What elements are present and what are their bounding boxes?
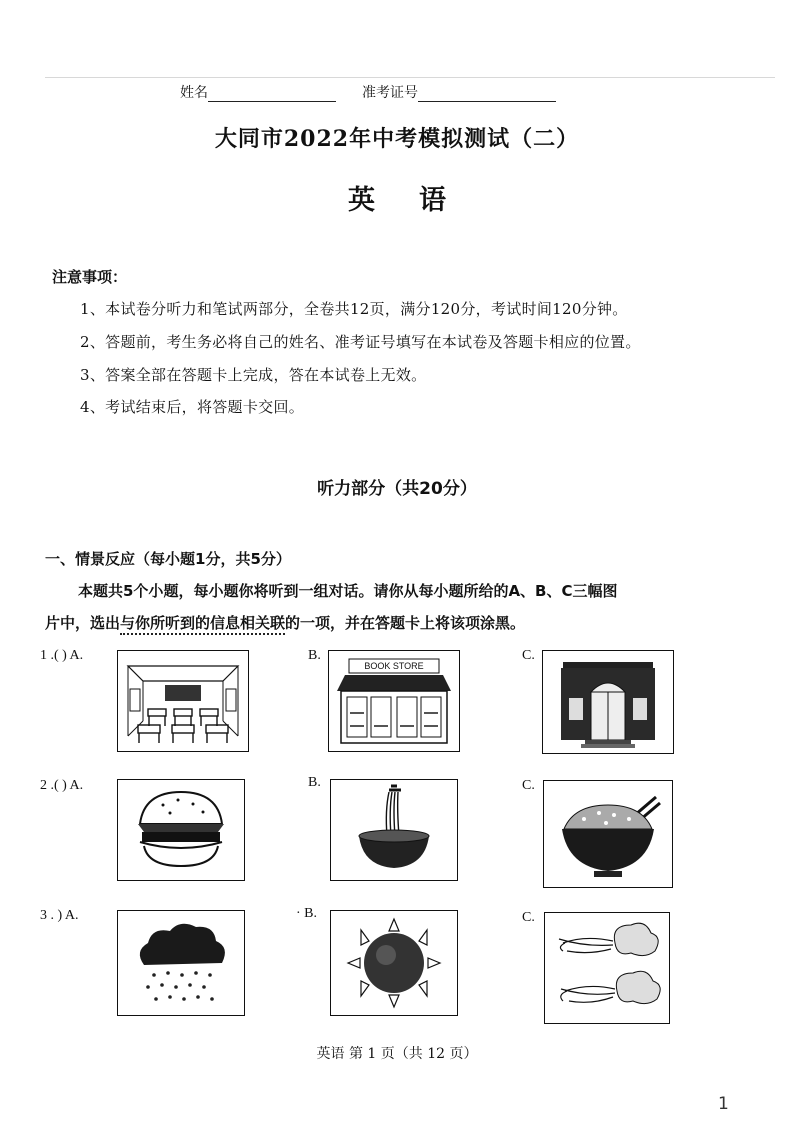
- exam-id-label: 准考证号: [362, 85, 418, 101]
- listening-section-title: 听力部分（共20分）: [317, 479, 477, 499]
- q2-option-b-label: B.: [308, 775, 321, 790]
- subject-char-2: 语: [419, 185, 446, 216]
- note-item-4: 4、考试结束后，将答题卡交回。: [80, 398, 305, 416]
- q3-option-b[interactable]: [330, 910, 458, 1016]
- part1-heading: 一、情景反应（每小题1分，共5分）: [45, 550, 291, 568]
- instruction-text: 片中，选出: [45, 614, 121, 632]
- q3-option-a[interactable]: [117, 910, 245, 1016]
- rain-cloud-icon: [118, 911, 244, 1015]
- notes-heading: 注意事项：: [52, 268, 128, 286]
- q1-option-b[interactable]: [328, 650, 460, 752]
- note-item-1: 1、本试卷分听力和笔试两部分，全卷共12页，满分120分，考试时间120分钟。: [80, 300, 628, 318]
- question-2-label: 2 .( ) A.: [40, 778, 84, 793]
- wind-icon: [545, 913, 669, 1023]
- page-number: 1: [718, 1094, 729, 1114]
- part1-instruction-line1: 本题共5个小题，每小题你将听到一组对话。请你从每小题所给的A、B、C三幅图: [78, 582, 618, 600]
- hamburger-icon: [118, 780, 244, 880]
- q2-option-c-label: C.: [522, 778, 535, 793]
- instruction-text: 的一项，并在答题卡上将该项涂黑。: [285, 614, 526, 632]
- name-blank[interactable]: [208, 85, 336, 102]
- top-rule: [45, 77, 775, 78]
- noodles-icon: [331, 780, 457, 880]
- q1-option-c[interactable]: [542, 650, 674, 754]
- page-footer: 英语 第 1 页（共 12 页）: [316, 1046, 478, 1062]
- book-store-sign: BOOK STORE: [364, 661, 424, 671]
- q2-option-b[interactable]: [330, 779, 458, 881]
- exam-id-field: [362, 82, 556, 102]
- q1-option-b-label: B.: [308, 648, 321, 663]
- q3-option-c[interactable]: [544, 912, 670, 1024]
- exam-title: 大同市2022年中考模拟测试（二）: [214, 126, 580, 152]
- rice-bowl-icon: [544, 781, 672, 887]
- q3-option-b-label: · B.: [296, 906, 317, 921]
- q1-option-a[interactable]: [117, 650, 249, 752]
- instruction-emphasis: 与你所听到的信息相关联: [120, 614, 285, 635]
- q2-option-c[interactable]: [543, 780, 673, 888]
- note-item-3: 3、答案全部在答题卡上完成，答在本试卷上无效。: [80, 366, 427, 384]
- note-item-2: 2、答题前，考生务必将自己的姓名、准考证号填写在本试卷及答题卡相应的位置。: [80, 333, 641, 351]
- exam-id-blank[interactable]: [418, 85, 556, 102]
- classroom-icon: [118, 651, 248, 751]
- subject-title: [0, 178, 794, 217]
- q2-option-a[interactable]: [117, 779, 245, 881]
- sun-icon: [331, 911, 457, 1015]
- bookstore-icon: [329, 651, 459, 751]
- subject-char-1: 英: [348, 185, 375, 216]
- building-icon: [543, 651, 673, 753]
- q3-option-c-label: C.: [522, 910, 535, 925]
- name-label: 姓名: [180, 85, 208, 101]
- question-3-label: 3 . ) A.: [40, 908, 79, 923]
- part1-instruction-line2: [45, 612, 525, 633]
- name-field: [180, 82, 336, 102]
- q1-option-c-label: C.: [522, 648, 535, 663]
- question-1-label: 1 .( ) A.: [40, 648, 84, 663]
